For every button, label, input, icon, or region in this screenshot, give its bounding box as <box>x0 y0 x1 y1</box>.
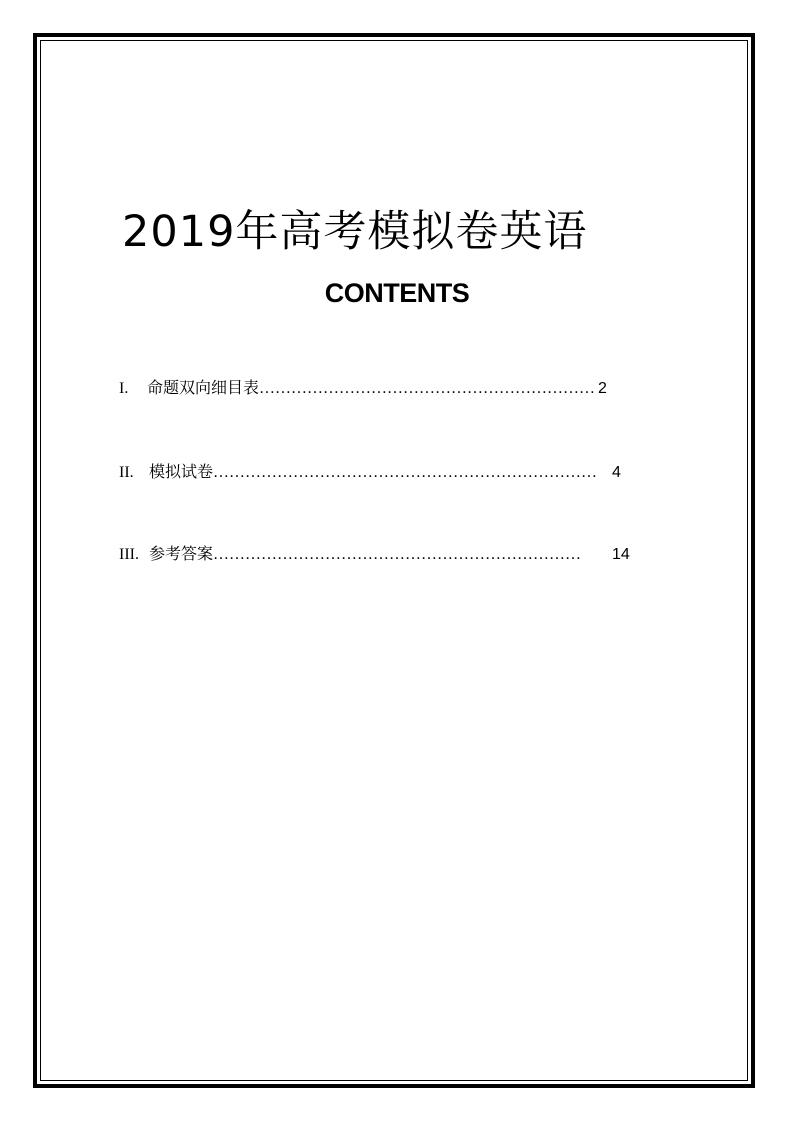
toc-entry-page: 14 <box>612 546 630 563</box>
toc-entry-page: 2 <box>598 380 607 397</box>
toc-entry-2[interactable] <box>119 460 621 484</box>
toc-entry-number: II. <box>119 464 134 481</box>
toc-entry-title: 模拟试卷 <box>149 462 214 481</box>
toc-entry-leader: …………………………………………………………… <box>213 546 582 563</box>
toc-entry-3[interactable] <box>119 542 630 566</box>
toc-entry-number: III. <box>119 546 139 563</box>
document-title: 2019年高考模拟卷英语 <box>122 207 588 257</box>
toc-entry-leader: ……………………………………………………………… <box>213 464 598 481</box>
toc-entry-number: I. <box>119 380 129 397</box>
toc-entry-1[interactable] <box>119 376 607 400</box>
contents-heading: CONTENTS <box>324 278 470 308</box>
toc-entry-leader: ……………………………………………………… <box>259 380 596 397</box>
toc-entry-page: 4 <box>612 464 621 481</box>
toc-entry-title: 参考答案 <box>149 544 214 563</box>
toc-entry-title: 命题双向细目表 <box>147 378 260 397</box>
